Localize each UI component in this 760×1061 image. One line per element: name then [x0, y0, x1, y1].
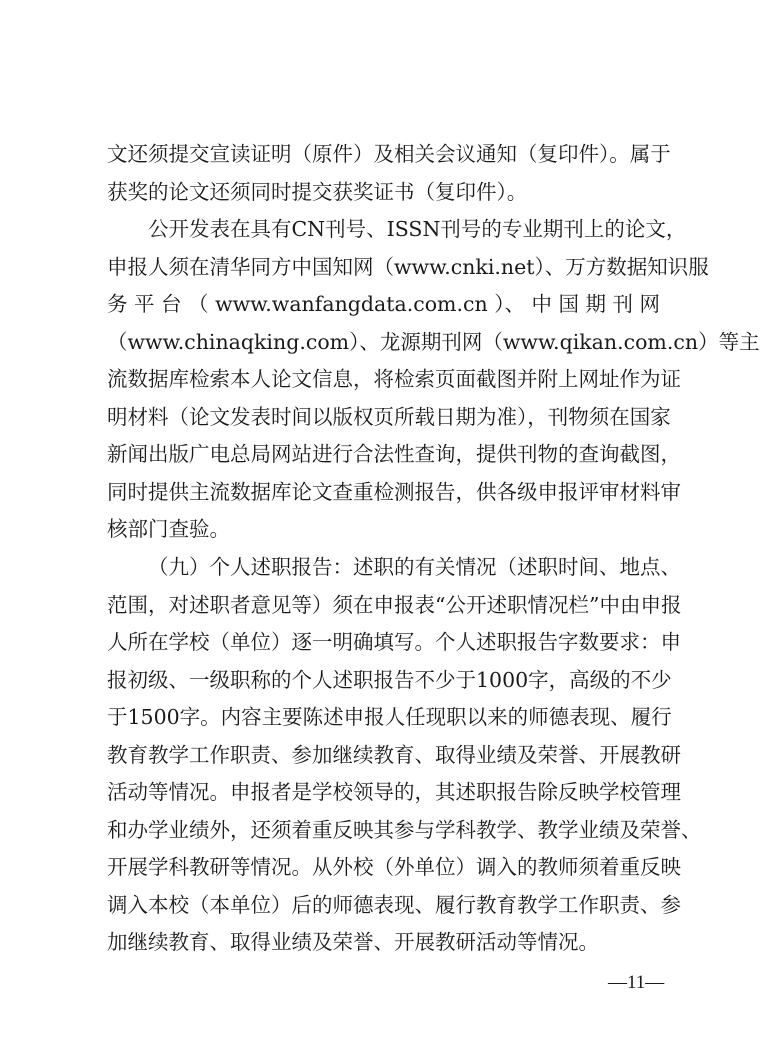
page-number: —11—: [608, 972, 665, 993]
text-line: 报初级、一级职称的个人述职报告不少于1000字，高级的不少: [107, 667, 672, 692]
text-line: 务 平 台 （ www.wanfangdata.com.cn ）、 中 国 期 刊 网: [107, 292, 661, 316]
text-line: 公开发表在具有CN刊号、ISSN刊号的专业期刊上的论文，: [148, 217, 687, 241]
text-line: 调入本校（本单位）后的师德表现、履行教育教学工作职责、参: [107, 892, 681, 917]
text-line: 教育教学工作职责、参加继续教育、取得业绩及荣誉、开展教研: [107, 742, 681, 767]
text-line: 于1500字。内容主要陈述申报人任现职以来的师德表现、履行: [107, 705, 672, 729]
text-line: 核部门查验。: [107, 517, 230, 541]
text-line: 流数据库检索本人论文信息，将检索页面截图并附上网址作为证: [107, 367, 681, 391]
paragraph-continuation: [107, 136, 671, 211]
text-line: 同时提供主流数据库论文查重检测报告，供各级申报评审材料审: [107, 479, 681, 504]
text-line: 活动等情况。申报者是学校领导的，其述职报告除反映学校管理: [107, 780, 681, 804]
text-line: 文还须提交宣读证明（原件）及相关会议通知（复印件）。属于: [107, 142, 671, 166]
paragraph-personal-report: [107, 549, 702, 962]
text-line: 范围，对述职者意见等）须在申报表“公开述职情况栏”中由申报: [107, 592, 682, 617]
text-line: 获奖的论文还须同时提交获奖证书（复印件）。: [107, 179, 528, 204]
text-line: 人所在学校（单位）逐一明确填写。个人述职报告字数要求：申: [107, 630, 681, 654]
text-line: 开展学科教研等情况。从外校（外单位）调入的教师须着重反映: [107, 855, 681, 879]
text-line: 加继续教育、取得业绩及荣誉、开展教研活动等情况。: [107, 930, 599, 954]
text-line: （www.chinaqking.com）、龙源期刊网（www.qikan.com.cn）等主: [107, 329, 760, 354]
text-line: （九）个人述职报告：述职的有关情况（述职时间、地点、: [148, 555, 681, 579]
text-line: 明材料（论文发表时间以版权页所载日期为准），刊物须在国家: [107, 404, 671, 429]
text-line: 新闻出版广电总局网站进行合法性查询，提供刊物的查询截图，: [107, 442, 681, 466]
text-line: 和办学业绩外，还须着重反映其参与学科教学、教学业绩及荣誉、: [107, 817, 702, 842]
paragraph-publication-requirements: [107, 211, 760, 549]
text-line: 申报人须在清华同方中国知网（www.cnki.net）、万方数据知识服: [107, 254, 709, 279]
